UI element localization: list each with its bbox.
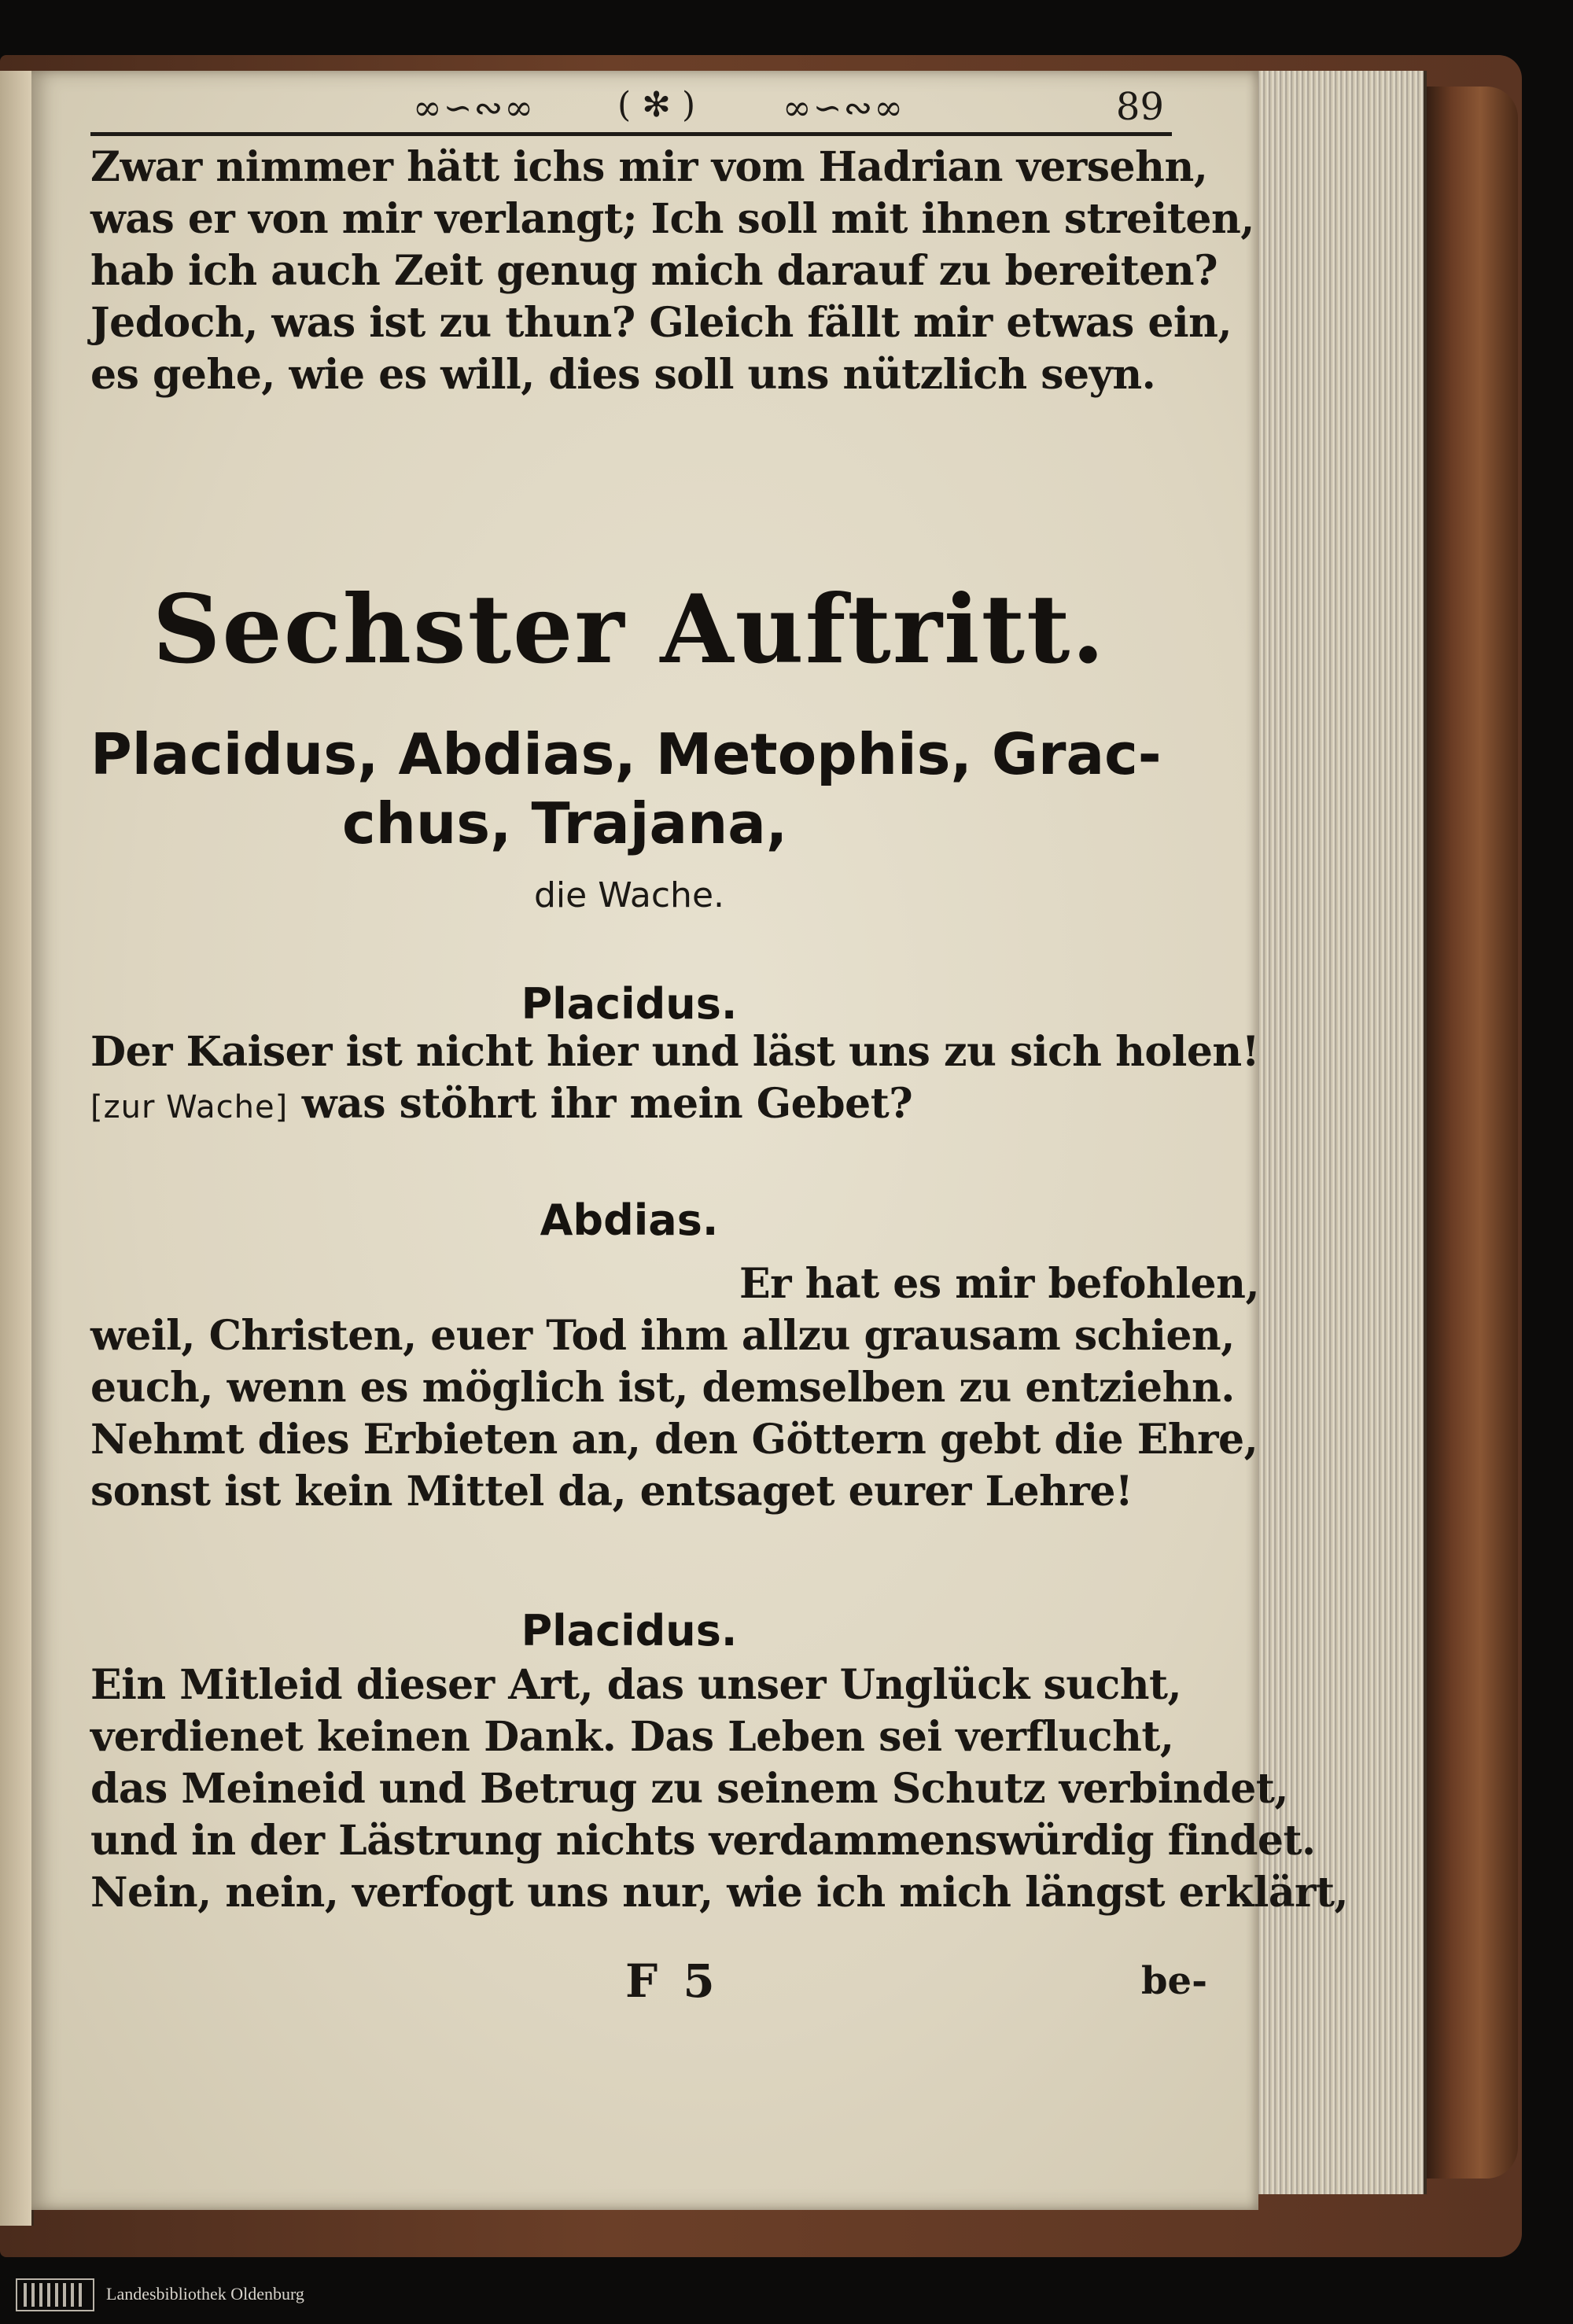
book-spine <box>1424 87 1518 2179</box>
page-header <box>90 79 1172 134</box>
header-ornament-left: ∞∽∾∞ <box>413 88 536 128</box>
speaker-name: Placidus. <box>521 1606 738 1656</box>
verse-line: es gehe, wie es will, dies soll uns nützlich seyn. <box>90 351 1156 399</box>
verse-line: euch, wenn es möglich ist, demselben zu entziehn. <box>90 1364 1235 1412</box>
verse-line: Jedoch, was ist zu thun? Gleich fällt mir etwas ein, <box>90 299 1232 347</box>
page-number: 89 <box>1115 85 1164 129</box>
speaker-name: Abdias. <box>540 1195 719 1245</box>
header-ornament-center: ( ✻ ) <box>617 85 696 125</box>
verse-line: Nein, nein, verfogt uns nur, wie ich mich längst erklärt, <box>90 1869 1349 1917</box>
verse-line: Ein Mitleid dieser Art, das unser Unglück sucht, <box>90 1661 1182 1709</box>
signature-mark: F 5 <box>625 1954 720 2008</box>
verse-line: das Meineid und Betrug zu seinem Schutz verbindet, <box>90 1765 1288 1813</box>
verse-line: hab ich auch Zeit genug mich darauf zu bereiten? <box>90 247 1218 295</box>
verse-line: weil, Christen, euer Tod ihm allzu grausam schien, <box>90 1312 1235 1360</box>
cast-line-1: Placidus, Abdias, Metophis, Grac- <box>90 721 1162 787</box>
verse-line: verdienet keinen Dank. Das Leben sei verflucht, <box>90 1713 1174 1761</box>
verse-line: und in der Lästrung nichts verdammenswürdig findet. <box>90 1817 1316 1865</box>
cast-note: die Wache. <box>534 875 724 915</box>
verse-line: sonst ist kein Mittel da, entsaget eurer Lehre! <box>90 1468 1133 1516</box>
header-rule <box>90 132 1172 136</box>
speaker-name: Placidus. <box>521 979 738 1029</box>
page-footer <box>90 1954 1207 2009</box>
verse-text: was stöhrt ihr mein Gebet? <box>301 1080 913 1128</box>
library-logo-icon <box>16 2278 94 2311</box>
verse-line: was er von mir verlangt; Ich soll mit ihnen streiten, <box>90 195 1254 243</box>
verse-line: Der Kaiser ist nicht hier und läst uns zu sich holen! <box>90 1028 1260 1076</box>
catchword: be- <box>1140 1959 1207 2003</box>
scene-title: Sechster Auftritt. <box>152 574 1107 685</box>
verse-block-3 <box>90 1258 1259 1518</box>
left-page-edge <box>0 71 34 2226</box>
verse-line <box>90 1078 1259 1133</box>
verse-block-1 <box>90 142 1254 401</box>
cast-list <box>90 720 1207 858</box>
verse-line: Zwar nimmer hätt ichs mir vom Hadrian versehn, <box>90 143 1208 191</box>
stage-direction: [zur Wache] <box>90 1089 289 1125</box>
library-name: Landesbibliothek Oldenburg <box>106 2284 304 2304</box>
verse-line: Er hat es mir befohlen, <box>739 1260 1260 1308</box>
verse-block-2 <box>90 1026 1259 1133</box>
verse-line: Nehmt dies Erbieten an, den Göttern gebt die Ehre, <box>90 1416 1258 1464</box>
cast-line-2: chus, Trajana, <box>342 790 788 856</box>
header-ornament-right: ∞∽∾∞ <box>783 88 905 128</box>
verse-block-4 <box>90 1659 1348 1919</box>
